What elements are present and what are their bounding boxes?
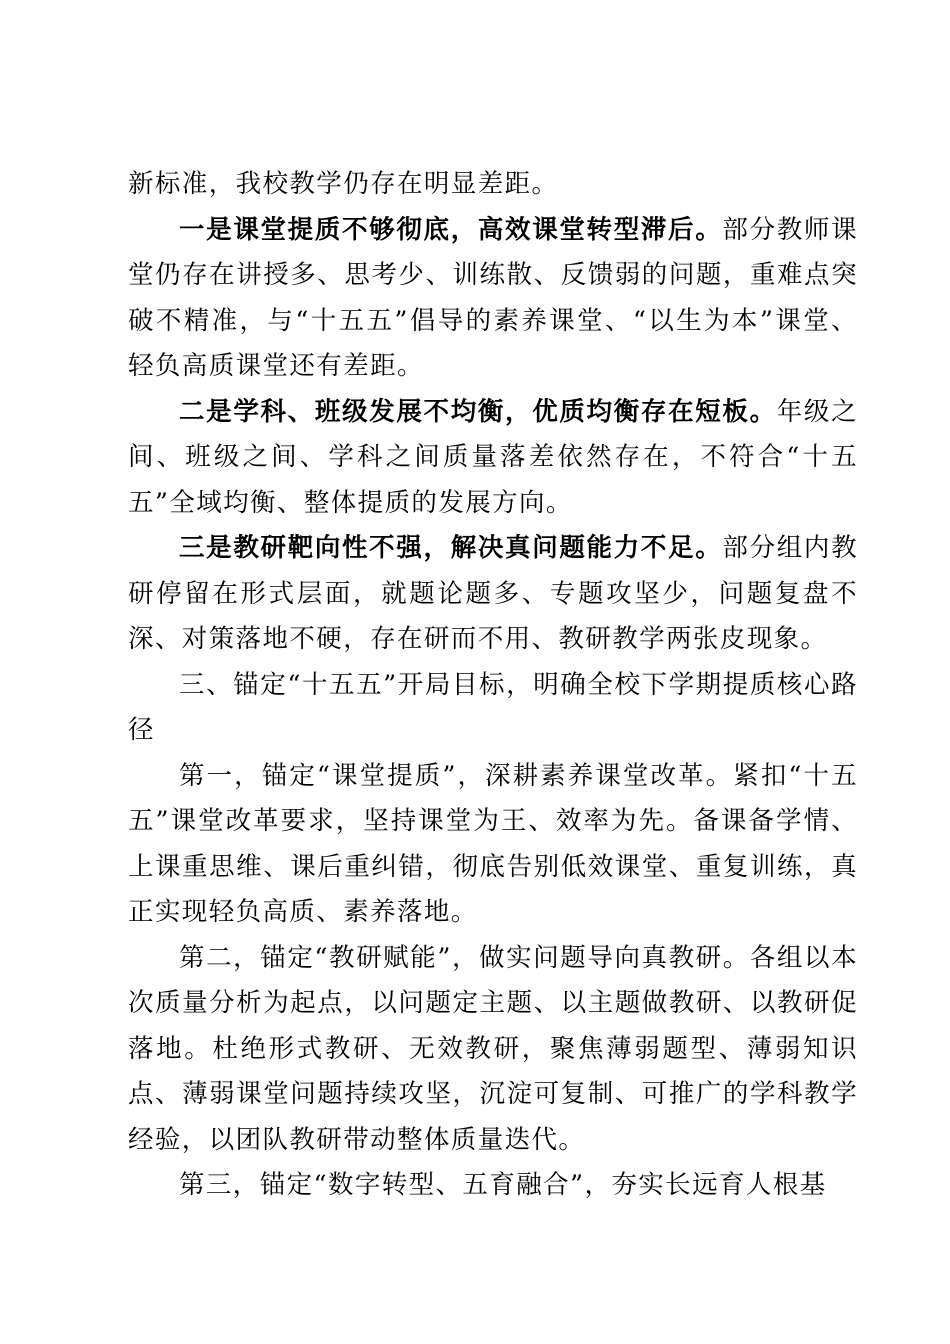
paragraph-3-text: 年级之间、班级之间、学科之间质量落差依然存在，不符合“十五五”全域均衡、整体提质的发展方向。	[128, 396, 858, 518]
paragraph-2-lead: 一是课堂提质不够彻底，高效课堂转型滞后。	[179, 214, 723, 245]
paragraph-3-lead: 二是学科、班级发展不均衡，优质均衡存在短板。	[179, 396, 777, 427]
paragraph-8-text: 第三，锚定“数字转型、五育融合”，夯实长远育人根基	[179, 1170, 827, 1200]
section-heading-3-text: 三、锚定“十五五”开局目标，明确全校下学期提质核心路径	[128, 669, 858, 745]
paragraph-8	[128, 1163, 858, 1209]
paragraph-4	[128, 526, 858, 663]
paragraph-3	[128, 390, 858, 527]
paragraph-4-lead: 三是教研靶向性不强，解决真问题能力不足。	[179, 533, 723, 563]
section-heading-3	[128, 663, 858, 754]
paragraph-2	[128, 208, 858, 390]
paragraph-7	[128, 936, 858, 1164]
paragraph-6	[128, 754, 858, 936]
document-page	[128, 162, 858, 1209]
paragraph-1	[128, 162, 858, 208]
paragraph-4-text: 部分组内教研停留在形式层面，就题论题多、专题攻坚少，问题复盘不深、对策落地不硬，存在研而不用、教研教学两张皮现象。	[128, 533, 858, 654]
paragraph-7-text: 第二，锚定“教研赋能”，做实问题导向真教研。各组以本次质量分析为起点，以问题定主题、以主题做教研、以教研促落地。杜绝形式教研、无效教研，聚焦薄弱题型、薄弱知识点、薄弱课堂问题持续攻坚，沉淀可复制、可推广的学科教学经验，以团队教研带动整体质量迭代。	[128, 942, 858, 1155]
paragraph-1-text: 新标准，我校教学仍存在明显差距。	[128, 169, 559, 199]
paragraph-2-text: 部分教师课堂仍存在讲授多、思考少、训练散、反馈弱的问题，重难点突破不精准，与“十五五”倡导的素养课堂、“以生为本”课堂、轻负高质课堂还有差距。	[128, 214, 858, 381]
paragraph-6-text: 第一，锚定“课堂提质”，深耕素养课堂改革。紧扣“十五五”课堂改革要求，坚持课堂为王、效率为先。备课备学情、上课重思维、课后重纠错，彻底告别低效课堂、重复训练，真正实现轻负高质、素养落地。	[128, 760, 858, 927]
